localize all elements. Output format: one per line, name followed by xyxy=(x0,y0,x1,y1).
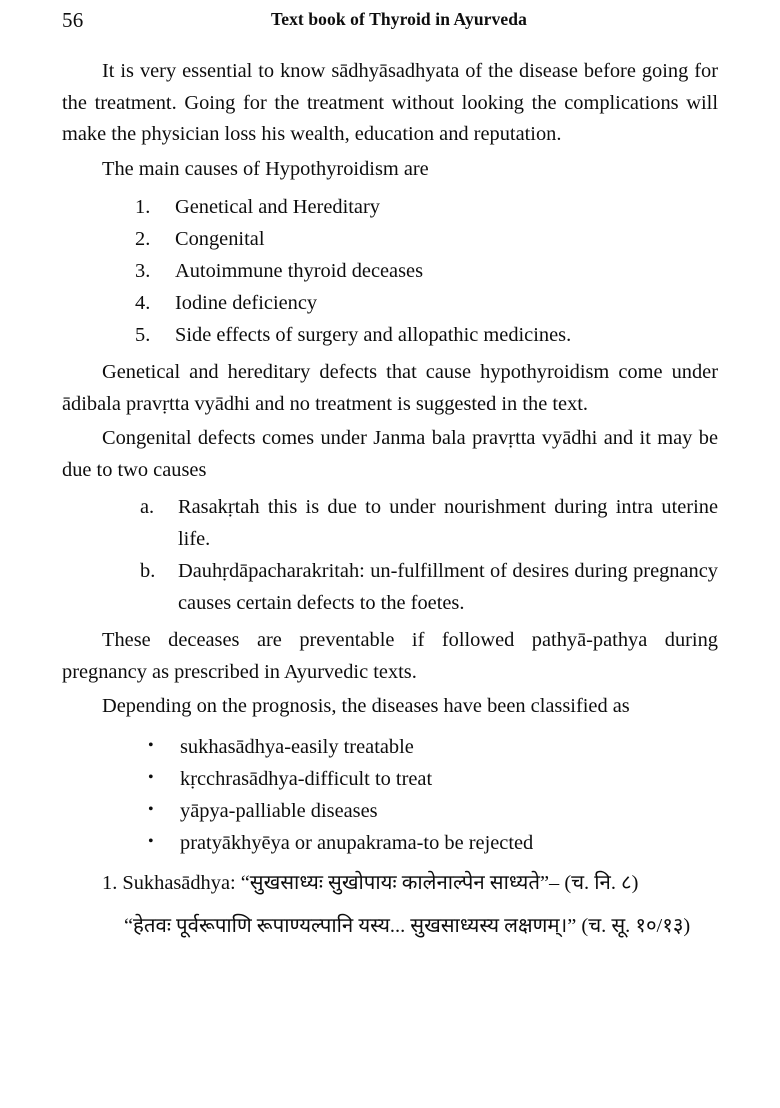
paragraph-main-causes-lead: The main causes of Hypothyroidism are xyxy=(102,157,429,180)
list-marker: 2. xyxy=(135,228,151,250)
list-item-label: Autoimmune thyroid deceases xyxy=(175,260,424,282)
congenital-causes-list xyxy=(62,492,718,619)
paragraph-preventable-deceases: These deceases are preventable if followed pathyā-pathya during pregnancy as prescribed in Ayurvedic texts. xyxy=(62,629,718,683)
prognosis-classification-list xyxy=(62,731,718,859)
book-title-header: Text book of Thyroid in Ayurveda xyxy=(271,9,527,29)
list-marker: a. xyxy=(140,496,155,518)
list-item xyxy=(62,492,718,555)
paragraph-prognosis-classification: Depending on the prognosis, the diseases have been classified as xyxy=(102,695,630,717)
page-number: 56 xyxy=(62,8,84,32)
list-marker: 4. xyxy=(135,292,151,314)
running-head xyxy=(0,0,780,44)
list-item-label: kṛcchrasādhya-difficult to treat xyxy=(180,767,433,790)
paragraph-genetic-defects: Genetical and hereditary defects that cause hypothyroidism come under ādibala pravṛtta vyādhi and no treatment is suggested in the text. xyxy=(62,361,718,415)
list-item-label: Congenital xyxy=(175,228,265,250)
bullet-icon: • xyxy=(148,832,154,850)
sanskrit-quote-sukhasadhya: 1. Sukhasādhya: “सुखसाध्यः सुखोपायः कालेनाल्पेन साध्यते”– (च. नि. ८) xyxy=(102,871,639,894)
list-item-label: yāpya-palliable diseases xyxy=(180,799,378,822)
list-item-label: sukhasādhya-easily treatable xyxy=(180,735,414,758)
list-item xyxy=(62,827,718,859)
paragraph-congenital-defects: Congenital defects comes under Janma bala pravṛtta vyādhi and it may be due to two causes xyxy=(62,427,718,481)
list-item xyxy=(62,319,718,351)
list-item xyxy=(62,191,718,223)
list-item-label: Side effects of surgery and allopathic medicines. xyxy=(175,324,572,346)
list-marker: 1. xyxy=(135,196,151,218)
paragraph-intro: It is very essential to know sādhyāsadhyata of the disease before going for the treatment. Going for the treatment without looking the complications will make the physician loss his wealth, education and reputation. xyxy=(62,60,718,145)
list-item xyxy=(62,795,718,827)
sanskrit-quote-hetavah: “हेतवः पूर्वरूपाणि रूपाण्यल्पानि यस्य... सुखसाध्यस्य लक्षणम्।” (च. सू. १०/१३) xyxy=(124,914,691,937)
list-item xyxy=(62,223,718,255)
list-marker: b. xyxy=(140,560,156,582)
list-item-label: Genetical and Hereditary xyxy=(175,196,380,218)
hypothyroidism-causes-list xyxy=(62,191,718,351)
list-marker: 5. xyxy=(135,324,151,346)
list-marker: 3. xyxy=(135,260,151,282)
list-item xyxy=(62,255,718,287)
list-item-label: Iodine deficiency xyxy=(175,292,318,314)
bullet-icon: • xyxy=(148,768,154,786)
bullet-icon: • xyxy=(148,800,154,818)
list-item xyxy=(62,287,718,319)
list-item-label: Rasakṛtah this is due to under nourishment during intra uterine life. xyxy=(178,496,718,550)
list-item-label: Dauhṛdāpacharakritah: un-fulfillment of desires during pregnancy causes certain defects to the foetes. xyxy=(178,560,718,614)
list-item xyxy=(62,763,718,795)
list-item-label: pratyākhyēya or anupakrama-to be rejected xyxy=(180,831,534,854)
body-text-block xyxy=(62,44,718,943)
bullet-icon: • xyxy=(148,736,154,754)
list-item xyxy=(62,556,718,619)
list-item xyxy=(62,731,718,763)
